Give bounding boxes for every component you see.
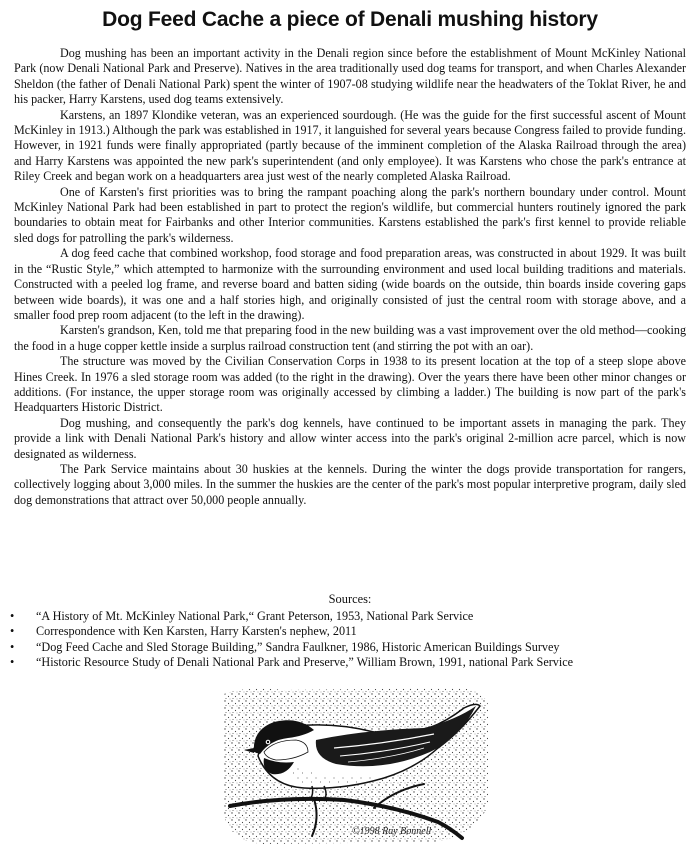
sources-list — [10, 609, 690, 671]
paragraph-5: Karsten's grandson, Ken, told me that preparing food in the new building was a vast improvement over the old method—cooking the food in a huge copper kettle inside a surplus railroad construction tent (and stirring the pot with an oar). — [14, 323, 686, 353]
chickadee-illustration — [224, 686, 488, 846]
paragraph-6: The structure was moved by the Civilian Conservation Corps in 1938 to its present location at the top of a steep slope above Hines Creek. In 1976 a sled storage room was added (to the right in the drawing). Over the years there have been other minor changes or additions. (For instance, the upper storage room was originally accessed by climbing a ladder.) The building is now part of the park's Headquarters Historic District. — [14, 354, 686, 415]
paragraph-4: A dog feed cache that combined workshop, food storage and food preparation areas, was constructed in about 1929. It was built in the “Rustic Style,” which attempted to harmonize with the surrounding environment and used local building traditions and materials. Constructed with a peeled log frame, and reverse board and batten siding (wide boards on the outside, thin boards inside covering gaps between wide boards), it was one and a half stories high, and originally consisted of just the central room with storage above, and a smaller food prep room adjacent (to the left in the drawing). — [14, 246, 686, 322]
page-title: Dog Feed Cache a piece of Denali mushing history — [102, 8, 598, 31]
source-item — [10, 624, 690, 639]
source-item — [10, 640, 690, 655]
sources-heading: Sources: — [328, 592, 372, 606]
paragraph-8: The Park Service maintains about 30 huskies at the kennels. During the winter the dogs provide transportation for rangers, collectively logging about 3,000 miles. In the summer the huskies are the center of the park's most popular interpretive program, daily sled dog demonstrations that attract over 50,000 people annually. — [14, 461, 686, 507]
source-text: Correspondence with Ken Karsten, Harry Karsten's nephew, 2011 — [36, 624, 357, 639]
paragraph-2: Karstens, an 1897 Klondike veteran, was an experienced sourdough. (He was the guide for the first successful ascent of Mount McKinley in 1913.) Although the park was established in 1917, it languished for several years because Congress failed to provide funding. However, in 1921 funds were finally appropriated (partly because of the imminent completion of the Alaska Railroad through the area) and Harry Karstens was appointed the new park's superintendent (and only employee). It was Karstens who chose the park's entrance at Riley Creek and began work on a headquarters area just west of the nearly completed Alaska Railroad. — [14, 107, 686, 184]
paragraph-7: Dog mushing, and consequently the park's dog kennels, have continued to be important assets in managing the park. They provide a link with Denali National Park's history and allow winter access into the park's original 2-million acre parcel, which is now designated as wilderness. — [14, 415, 686, 461]
source-item — [10, 655, 690, 670]
article-body — [14, 46, 686, 508]
artist-signature: ©1998 Ray Bonnell — [352, 826, 432, 837]
bullet-icon: • — [10, 639, 15, 654]
source-item — [10, 609, 690, 624]
paragraph-1: Dog mushing has been an important activity in the Denali region since before the establishment of Mount McKinley National Park (now Denali National Park and Preserve). Natives in the area traditionally used dog teams for transport, and when Charles Alexander Sheldon (the father of Denali National Park) spent the winter of 1907-08 studying wildlife near the headwaters of the Toklat River, he and his packer, Harry Karstens, used dog teams extensively. — [14, 46, 686, 107]
bullet-icon: • — [10, 624, 15, 639]
source-text: “Historic Resource Study of Denali National Park and Preserve,” William Brown, 1991, national Park Service — [36, 655, 574, 670]
paragraph-3: One of Karsten's first priorities was to bring the rampant poaching along the park's northern boundary under control. Mount McKinley National Park had been established in part to protect the region's wildlife, but commercial hunters routinely ignored the park boundaries to obtain meat for Fairbanks and other Interior communities. Karstens established the park's first kennel to provide reliable sled dogs for patrolling the park's wilderness. — [14, 184, 686, 245]
source-text: “Dog Feed Cache and Sled Storage Building,” Sandra Faulkner, 1986, Historic American Buildings Survey — [36, 639, 560, 654]
bullet-icon: • — [10, 609, 15, 623]
source-text: “A History of Mt. McKinley National Park,“ Grant Peterson, 1953, National Park Service — [36, 609, 474, 623]
bullet-icon: • — [10, 655, 15, 670]
